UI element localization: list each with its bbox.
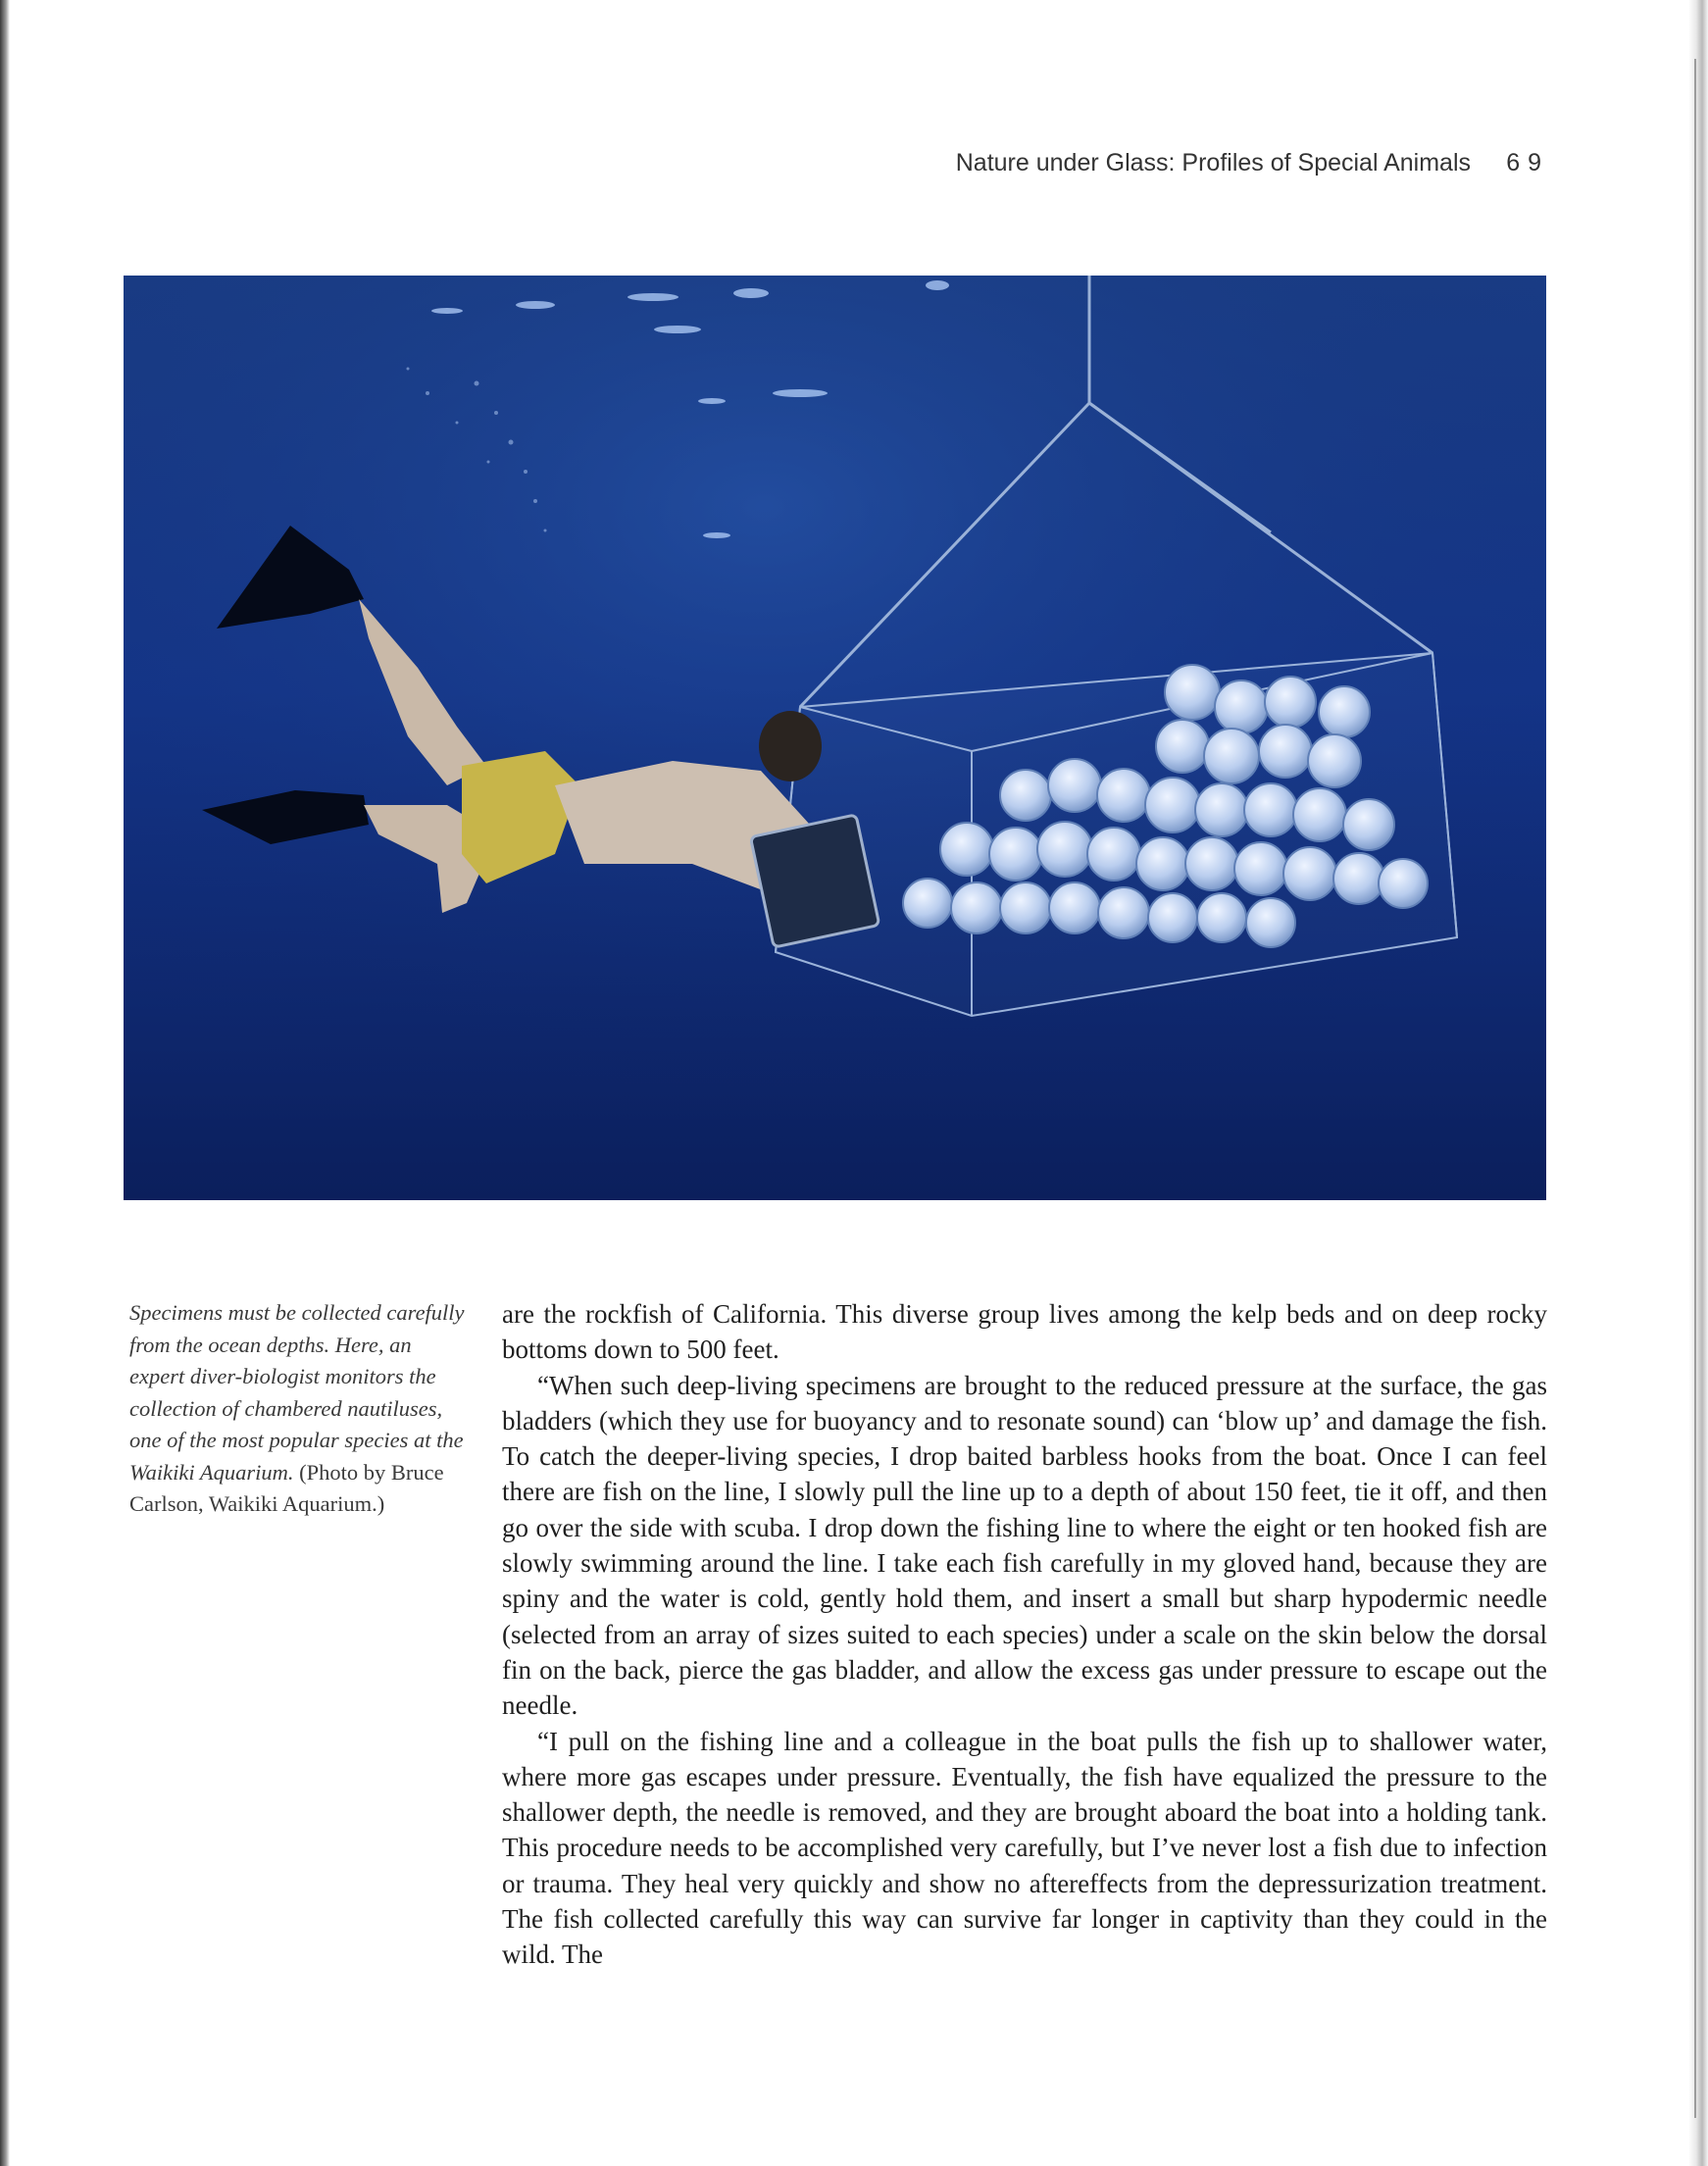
photo-credit: (Photo by Bruce Carlson, Waikiki Aquarium.) [129,1459,444,1516]
paragraph-1: are the rockfish of California. This diverse group lives among the kelp beds and on deep rocky bottoms down to 500 feet. [502,1299,1547,1365]
page-number: 69 [1506,149,1549,176]
book-spine-shadow [0,0,10,2166]
figure-caption [129,1297,465,1521]
diver-nautilus-photo [124,276,1546,1200]
page-edge [1688,0,1708,2166]
running-head: Nature under Glass: Profiles of Special Animals [955,149,1471,176]
page-edge-line [1694,59,1696,2118]
paragraph-2: “When such deep-living specimens are brought to the reduced pressure at the surface, the gas bladders (which they use for buoyancy and to resonate sound) can ‘blow up’ and damage the fish. To catch the deeper-living species, I drop baited barbless hooks from the boat. Once I can feel there are fish on the line, I slowly pull the line up to a depth of about 150 feet, tie it off, and then go over the side with scuba. I drop down the fishing line to where the eight or ten hooked fish are slowly swimming around the line. I take each fish carefully in my gloved hand, because they are spiny and the water is cold, gently hold them, and insert a small but sharp hypodermic needle (selected from an array of sizes suited to each species) under a scale on the skin below the dorsal fin on the back, pierce the gas bladder, and allow the excess gas under pressure to escape out the needle. [502,1370,1547,1721]
paragraph-3: “I pull on the fishing line and a colleague in the boat pulls the fish up to shallower water, where more gas escapes under pressure. Eventually, the fish have equalized the pressure to the shallower depth, the needle is removed, and they are brought aboard the boat into a holding tank. This procedure needs to be accomplished very carefully, but I’ve never lost a fish due to infection or trauma. They heal very quickly and show no aftereffects from the depressurization treatment. The fish collected carefully this way can survive far longer in captivity than they could in the wild. The [502,1726,1547,1970]
caption-text: Specimens must be collected carefully from the ocean depths. Here, an expert diver-biologist monitors the collection of chambered nautiluses, one of the most popular species at the Waikiki Aquarium. [129,1300,465,1485]
body-text [502,1296,1547,1973]
